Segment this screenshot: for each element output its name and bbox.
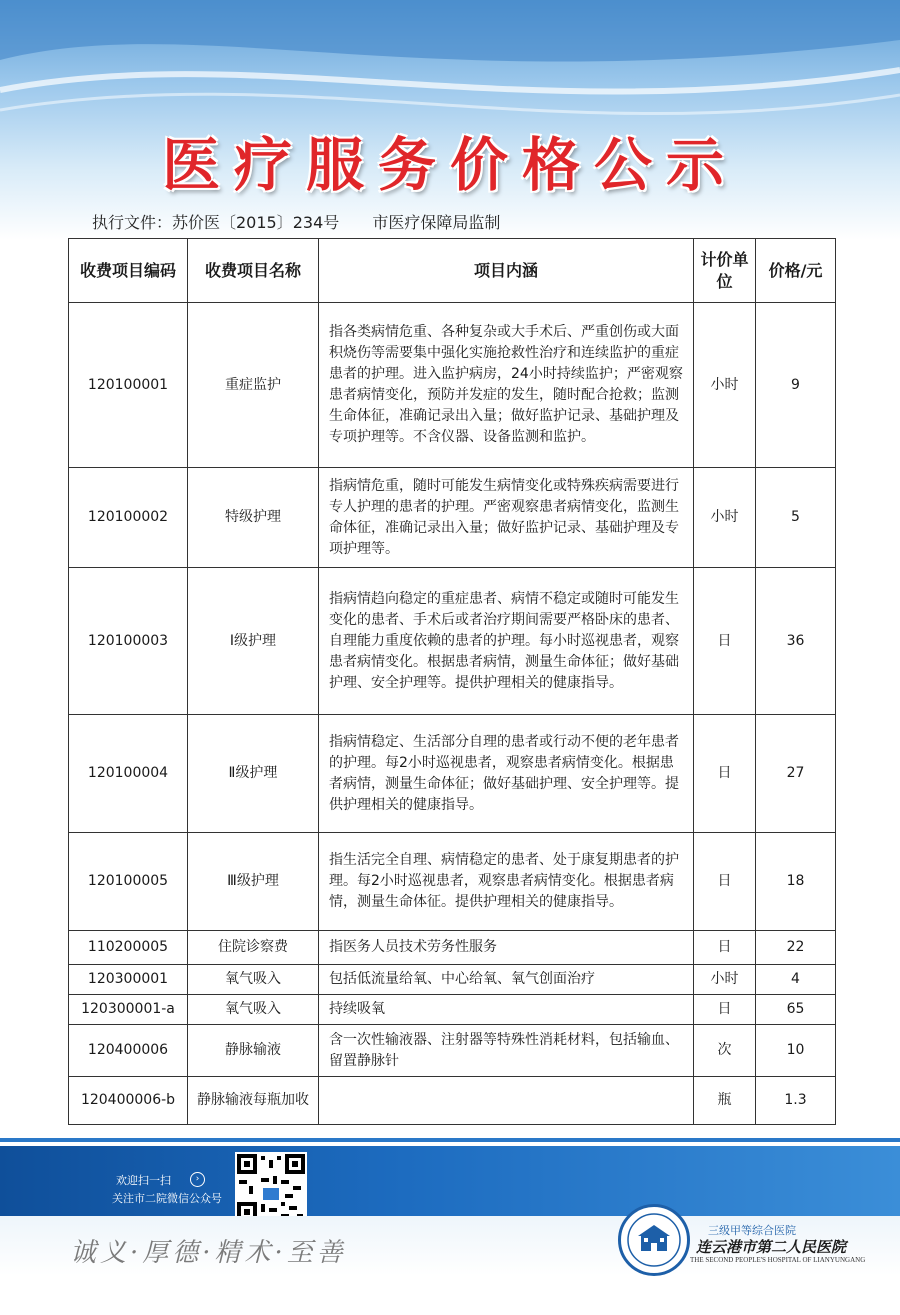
row-price: 18 <box>756 833 836 931</box>
hospital-logo-icon <box>618 1204 690 1276</box>
basis-text: 执行文件：苏价医〔2015〕234号 <box>92 213 340 232</box>
row-code: 120100004 <box>69 715 188 833</box>
table-header-row <box>69 239 836 303</box>
row-unit: 小时 <box>694 303 756 468</box>
hospital-name-english: THE SECOND PEOPLE'S HOSPITAL OF LIANYUNGANG <box>690 1256 866 1264</box>
row-code: 110200005 <box>69 931 188 965</box>
row-unit: 小时 <box>694 468 756 568</box>
header-unit: 计价单位 <box>694 239 756 303</box>
row-unit: 日 <box>694 931 756 965</box>
row-name: Ⅱ级护理 <box>188 715 319 833</box>
qr-code-icon[interactable] <box>235 1152 307 1224</box>
page-title: 医疗服务价格公示 <box>161 131 738 199</box>
table-row <box>69 995 836 1025</box>
table-row <box>69 715 836 833</box>
row-unit: 小时 <box>694 965 756 995</box>
footer-divider <box>0 1138 900 1142</box>
row-price: 65 <box>756 995 836 1025</box>
row-name: 静脉输液每瓶加收 <box>188 1077 319 1125</box>
row-name: 静脉输液 <box>188 1025 319 1077</box>
table-row <box>69 965 836 995</box>
header-code: 收费项目编码 <box>69 239 188 303</box>
row-price: 36 <box>756 568 836 715</box>
row-content: 指生活完全自理、病情稳定的患者、处于康复期患者的护理。每2小时巡视患者，观察患者病情变化。根据患者病情，测量生命体征。提供护理相关的健康指导。 <box>319 833 694 931</box>
row-content: 包括低流量给氧、中心给氧、氧气创面治疗 <box>319 965 694 995</box>
footer <box>0 1132 900 1315</box>
document-basis <box>92 210 528 233</box>
row-code: 120100003 <box>69 568 188 715</box>
price-table <box>68 238 836 1125</box>
table-row <box>69 1025 836 1077</box>
table-row <box>69 568 836 715</box>
table-row <box>69 1077 836 1125</box>
row-name: Ⅲ级护理 <box>188 833 319 931</box>
row-name: 氧气吸入 <box>188 965 319 995</box>
qr-caption-line1: 欢迎扫一扫 <box>116 1174 171 1187</box>
row-price: 22 <box>756 931 836 965</box>
row-price: 5 <box>756 468 836 568</box>
row-unit: 日 <box>694 995 756 1025</box>
header-name: 收费项目名称 <box>188 239 319 303</box>
row-content <box>319 1077 694 1125</box>
row-content: 指病情危重，随时可能发生病情变化或特殊疾病需要进行专人护理的患者的护理。严密观察患者病情变化，监测生命体征，准确记录出入量；做好监护记录、基础护理及专项护理等。 <box>319 468 694 568</box>
row-price: 4 <box>756 965 836 995</box>
row-code: 120100001 <box>69 303 188 468</box>
table-row <box>69 931 836 965</box>
row-code: 120300001-a <box>69 995 188 1025</box>
qr-code-graphic <box>237 1154 305 1222</box>
qr-caption-line2: 关注市二院微信公众号 <box>112 1192 222 1205</box>
hospital-logo-graphic <box>621 1207 687 1273</box>
header-content: 项目内涵 <box>319 239 694 303</box>
row-code: 120400006-b <box>69 1077 188 1125</box>
row-content: 指病情趋向稳定的重症患者、病情不稳定或随时可能发生变化的患者、手术后或者治疗期间需要严格卧床的患者、自理能力重度依赖的患者的护理。每小时巡视患者，观察患者病情变化。根据患者病情，测量生命体征；做好基础护理、安全护理等。提供护理相关的健康指导。 <box>319 568 694 715</box>
row-name: Ⅰ级护理 <box>188 568 319 715</box>
row-content: 指各类病情危重、各种复杂或大手术后、严重创伤或大面积烧伤等需要集中强化实施抢救性治疗和连续监护的重症患者的护理。进入监护病房，24小时持续监护；严密观察患者病情变化，预防并发症的发生，随时配合抢救；监测生命体征，准确记录出入量；做好监护记录、基础护理及专项护理等。不含仪器、设备监测和监护。 <box>319 303 694 468</box>
row-unit: 次 <box>694 1025 756 1077</box>
row-price: 9 <box>756 303 836 468</box>
row-unit: 瓶 <box>694 1077 756 1125</box>
table-row <box>69 303 836 468</box>
hospital-name: 连云港市第二人民医院 <box>696 1238 847 1256</box>
row-content: 持续吸氧 <box>319 995 694 1025</box>
row-content: 含一次性输液器、注射器等特殊性消耗材料，包括输血、留置静脉针 <box>319 1025 694 1077</box>
row-code: 120400006 <box>69 1025 188 1077</box>
row-price: 1.3 <box>756 1077 836 1125</box>
header-price: 价格/元 <box>756 239 836 303</box>
row-name: 住院诊察费 <box>188 931 319 965</box>
hospital-level: 三级甲等综合医院 <box>708 1224 796 1237</box>
arrow-right-icon: › <box>190 1172 205 1187</box>
row-name: 重症监护 <box>188 303 319 468</box>
hospital-motto: 诚义·厚德·精术·至善 <box>70 1238 347 1268</box>
row-content: 指医务人员技术劳务性服务 <box>319 931 694 965</box>
table-row <box>69 833 836 931</box>
row-unit: 日 <box>694 715 756 833</box>
row-price: 27 <box>756 715 836 833</box>
row-unit: 日 <box>694 833 756 931</box>
row-unit: 日 <box>694 568 756 715</box>
row-name: 特级护理 <box>188 468 319 568</box>
row-name: 氧气吸入 <box>188 995 319 1025</box>
row-code: 120100002 <box>69 468 188 568</box>
supervisor-text: 市医疗保障局监制 <box>372 213 501 232</box>
row-price: 10 <box>756 1025 836 1077</box>
row-code: 120300001 <box>69 965 188 995</box>
table-row <box>69 468 836 568</box>
row-code: 120100005 <box>69 833 188 931</box>
row-content: 指病情稳定、生活部分自理的患者或行动不便的老年患者的护理。每2小时巡视患者，观察患者病情变化。根据患者病情，测量生命体征；做好基础护理、安全护理等。提供护理相关的健康指导。 <box>319 715 694 833</box>
